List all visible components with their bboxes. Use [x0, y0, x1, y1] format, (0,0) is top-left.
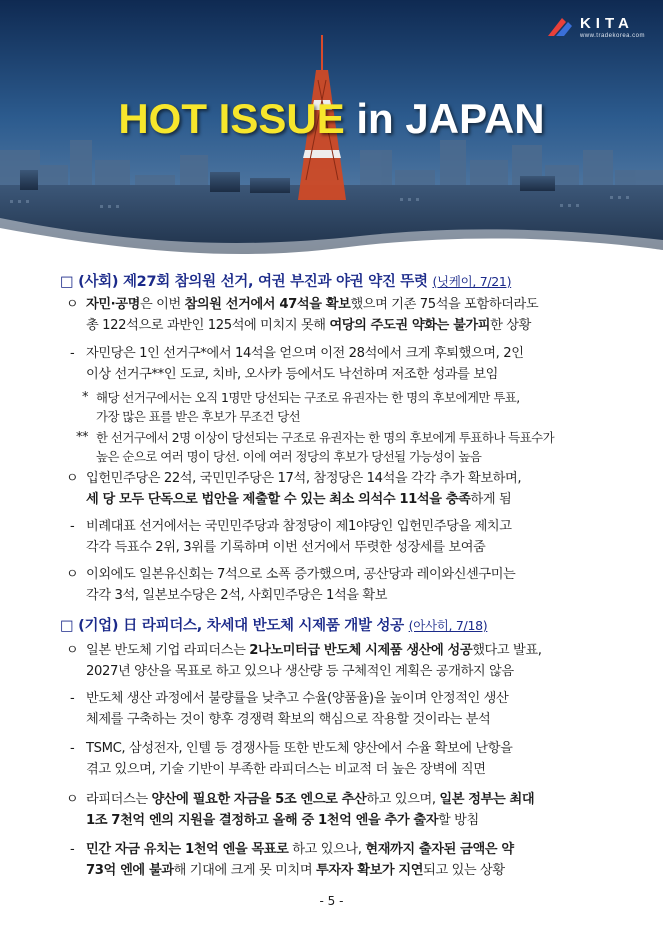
- circle-bullet-icon: ㅇ: [66, 297, 79, 312]
- logo-text: KITA: [579, 15, 634, 32]
- text-line: 세 당 모두 단독으로 법안을 제출할 수 있는 최소 의석수 11석을 충족하게 됨: [86, 492, 512, 507]
- dash-item: [70, 516, 512, 558]
- circle-bullet-icon: ㅇ: [66, 643, 79, 658]
- dash-marker: -: [70, 842, 75, 857]
- bullet-item: [66, 789, 535, 831]
- text-line: 총 122석으로 과반인 125석에 미치지 못해 여당의 주도권 약화는 불가피한 상황: [86, 318, 531, 333]
- text-line: 한 선거구에서 2명 이상이 당선되는 구조로 유권자는 한 명의 후보에게 투표하나 득표수가: [96, 430, 555, 445]
- dash-marker: -: [70, 691, 75, 706]
- text-line: 자민당은 1인 선거구*에서 14석을 얻으며 이전 28석에서 크게 후퇴했으며, 2인: [86, 346, 524, 361]
- circle-bullet-icon: ㅇ: [66, 792, 79, 807]
- section-title: □ (사회) 제27회 참의원 선거, 여권 부진과 야권 약진 뚜렷: [60, 274, 428, 290]
- bullet-item: [66, 468, 522, 510]
- page-title: [0, 93, 663, 145]
- kita-logo-icon: [546, 16, 574, 38]
- dash-marker: -: [70, 741, 75, 756]
- asterisk-marker: *: [82, 390, 88, 405]
- dash-marker: -: [70, 519, 75, 534]
- footnote-item: [76, 428, 555, 466]
- bullet-item: [66, 640, 542, 682]
- text-line: 겪고 있으며, 기술 기반이 부족한 라피더스는 비교적 더 높은 장벽에 직면: [86, 762, 486, 777]
- text-line: 체제를 구축하는 것이 향후 경쟁력 확보의 핵심으로 작용할 것이라는 분석: [86, 712, 491, 727]
- kita-logo: [546, 16, 645, 39]
- text-line: 2027년 양산을 목표로 하고 있으나 생산량 등 구체적인 계획은 공개하지 않음: [86, 664, 514, 679]
- text-line: 높은 순으로 여러 명이 당선. 이에 여러 정당의 후보가 당선될 가능성이 높음: [96, 449, 482, 464]
- text-line: 라피더스는 양산에 필요한 자금을 5조 엔으로 추산하고 있으며, 일본 정부는 최대: [86, 792, 535, 807]
- dash-marker: -: [70, 346, 75, 361]
- circle-bullet-icon: ㅇ: [66, 567, 79, 582]
- dash-item: [70, 839, 514, 881]
- section-title: □ (기업) 日 라피더스, 차세대 반도체 시제품 개발 성공: [60, 618, 404, 634]
- footnote-item: [82, 388, 520, 426]
- section-heading-society: [60, 270, 511, 291]
- bullet-item: [66, 564, 516, 606]
- text-line: 이상 선거구**인 도쿄, 치바, 오사카 등에서도 낙선하며 저조한 성과를 보임: [86, 367, 498, 382]
- circle-bullet-icon: ㅇ: [66, 471, 79, 486]
- dash-item: [70, 343, 524, 385]
- text-line: 각각 3석, 일본보수당은 2석, 사회민주당은 1석을 확보: [86, 588, 388, 603]
- text-line: 이외에도 일본유신회는 7석으로 소폭 증가했으며, 공산당과 레이와신센구미는: [86, 567, 516, 582]
- dash-item: [70, 738, 513, 780]
- text-line: 일본 반도체 기업 라피더스는 2나노미터급 반도체 시제품 생산에 성공했다고 발표,: [86, 643, 542, 658]
- title-hot-issue: HOT ISSUE: [118, 95, 345, 142]
- page-number: - 5 -: [319, 894, 344, 908]
- text-line: 1조 7천억 엔의 지원을 결정하고 올해 중 1천억 엔을 추가 출자할 방침: [86, 813, 479, 828]
- text-line: 해당 선거구에서는 오직 1명만 당선되는 구조로 유권자는 한 명의 후보에게만 투표,: [96, 390, 520, 405]
- text-line: 비례대표 선거에서는 국민민주당과 참정당이 제1야당인 입헌민주당을 제치고: [86, 519, 512, 534]
- asterisk-marker: **: [76, 430, 88, 445]
- text-line: 자민·공명은 이번 참의원 선거에서 47석을 확보했으며 기존 75석을 포함하더라도: [86, 297, 539, 312]
- text-line: 가장 많은 표를 받은 후보가 무조건 당선: [96, 409, 301, 424]
- source-link[interactable]: (닛케이, 7/21): [432, 274, 512, 289]
- text-line: 73억 엔에 불과해 기대에 크게 못 미치며 투자자 확보가 지연되고 있는 상황: [86, 863, 505, 878]
- header-banner: [0, 0, 663, 262]
- section-heading-business: [60, 614, 487, 635]
- text-line: 반도체 생산 과정에서 불량률을 낮추고 수율(양품율)을 높이며 안정적인 생산: [86, 691, 509, 706]
- text-line: 입헌민주당은 22석, 국민민주당은 17석, 참정당은 14석을 각각 추가 확보하며,: [86, 471, 522, 486]
- text-line: TSMC, 삼성전자, 인텔 등 경쟁사들 또한 반도체 양산에서 수율 확보에 난항을: [86, 741, 513, 756]
- bullet-item: [66, 294, 539, 336]
- dash-item: [70, 688, 509, 730]
- title-in-japan: in JAPAN: [356, 95, 545, 142]
- text-line: 민간 자금 유치는 1천억 엔을 목표로 하고 있으나, 현재까지 출자된 금액은 약: [86, 842, 514, 857]
- logo-url: www.tradekorea.com: [579, 33, 645, 39]
- source-link[interactable]: (아사히, 7/18): [408, 618, 488, 633]
- text-line: 각각 득표수 2위, 3위를 기록하며 이번 선거에서 뚜렷한 성장세를 보여줌: [86, 540, 486, 555]
